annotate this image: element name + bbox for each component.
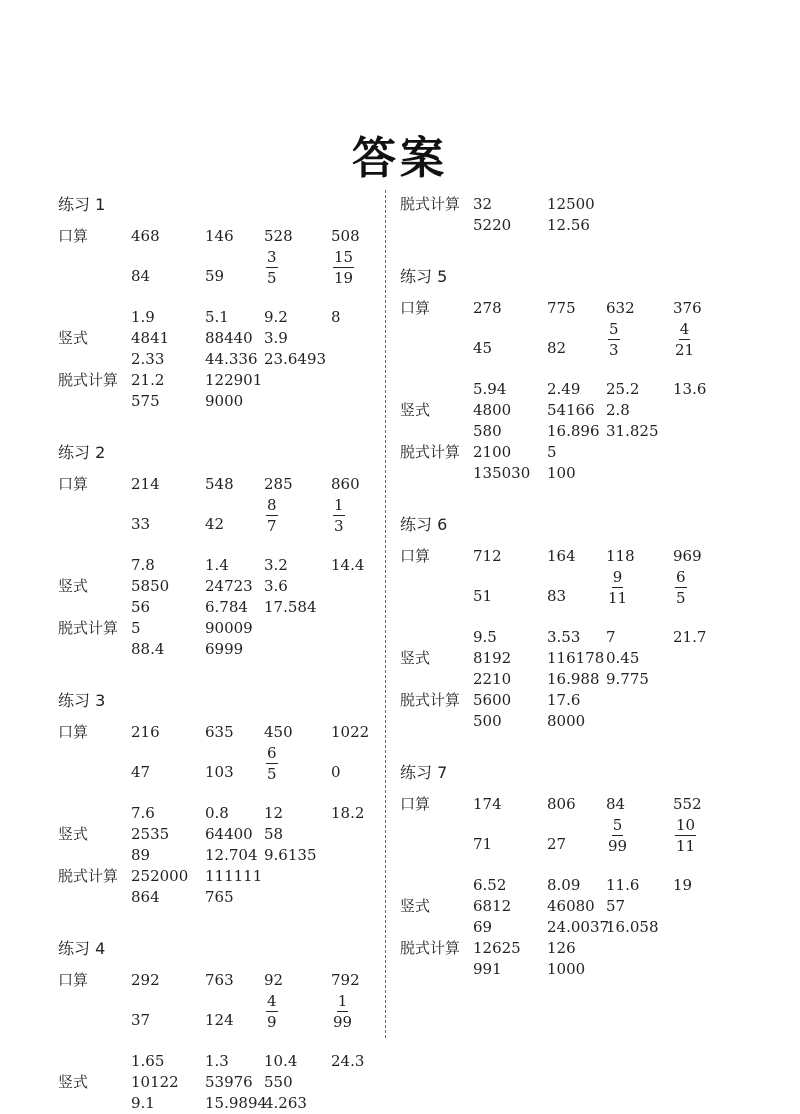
answer-value: 792 (331, 971, 360, 989)
spacer (400, 288, 730, 298)
answer-value: 2210 (473, 670, 512, 688)
mental-row (400, 298, 730, 319)
exercise-title: 练习 3 (58, 691, 106, 710)
answer-value: 90009 (205, 619, 253, 637)
answer-value: 24.0037 (547, 918, 610, 936)
answer-value: 5 (131, 619, 141, 637)
answer-value: 2100 (473, 443, 512, 461)
answer-value: 632 (606, 299, 635, 317)
answer-value: 89 (131, 846, 151, 864)
row-label-step: 脱式计算 (58, 619, 119, 637)
step-row (400, 215, 730, 236)
fraction-row (400, 319, 730, 379)
answer-value: 1.9 (131, 308, 155, 326)
vertical-row (400, 421, 730, 442)
vertical-row (400, 669, 730, 690)
answer-value: 84 (131, 267, 151, 285)
denominator: 5 (267, 765, 277, 783)
answer-value: 16.058 (606, 918, 659, 936)
numerator: 3 (267, 248, 277, 266)
denominator: 99 (333, 1013, 353, 1031)
step-row (400, 463, 730, 484)
answer-value: 7.6 (131, 804, 155, 822)
denominator: 3 (334, 517, 344, 535)
answer-value: 6812 (473, 897, 512, 915)
fraction (608, 567, 627, 608)
answer-value: 24.3 (331, 1052, 365, 1070)
answer-value: 18.2 (331, 804, 365, 822)
denominator: 5 (267, 269, 277, 287)
answer-value: 92 (264, 971, 284, 989)
fraction (266, 495, 278, 536)
vertical-row (58, 1093, 378, 1114)
answer-value: 12 (264, 804, 284, 822)
answer-value: 216 (131, 723, 160, 741)
answer-value: 0 (331, 763, 341, 781)
fraction-row (400, 815, 730, 875)
denominator: 11 (608, 589, 628, 607)
exercise-title: 练习 7 (400, 763, 448, 782)
answer-value: 3.9 (264, 329, 288, 347)
answer-value: 111111 (205, 867, 263, 885)
row-label-mental: 口算 (400, 299, 431, 317)
answer-value: 1.4 (205, 556, 229, 574)
answer-value: 8.09 (547, 876, 581, 894)
answer-value: 9.775 (606, 670, 649, 688)
answer-value: 16.896 (547, 422, 600, 440)
step-row (400, 194, 730, 215)
mental-row (58, 970, 378, 991)
numerator: 4 (679, 320, 690, 338)
mental-row (58, 1051, 378, 1072)
row-label-step: 脱式计算 (400, 691, 461, 709)
answer-value: 991 (473, 960, 502, 978)
answer-value: 5.94 (473, 380, 507, 398)
row-label-vertical: 竖式 (400, 897, 431, 915)
row-label-vertical: 竖式 (400, 401, 431, 419)
spacer (58, 908, 378, 938)
exercise-title: 练习 2 (58, 443, 106, 462)
answer-value: 763 (205, 971, 234, 989)
row-label-mental: 口算 (58, 227, 89, 245)
mental-row (58, 474, 378, 495)
numerator: 8 (267, 496, 277, 514)
fraction (608, 815, 627, 856)
numerator: 1 (334, 496, 344, 514)
denominator: 19 (334, 269, 354, 287)
vertical-row (58, 349, 378, 370)
answer-value: 2.33 (131, 350, 165, 368)
denominator: 7 (267, 517, 277, 535)
answer-value: 4.263 (264, 1094, 307, 1112)
answer-value: 23.6493 (264, 350, 327, 368)
step-row (400, 690, 730, 711)
answer-value: 44.336 (205, 350, 258, 368)
answer-value: 1022 (331, 723, 370, 741)
answer-value: 3.6 (264, 577, 288, 595)
step-row (400, 711, 730, 732)
exercise-title: 练习 4 (58, 939, 106, 958)
answer-value: 5600 (473, 691, 512, 709)
vertical-row (400, 400, 730, 421)
row-label-step: 脱式计算 (400, 195, 461, 213)
row-label-mental: 口算 (400, 795, 431, 813)
answer-value: 5 (547, 443, 557, 461)
answer-value: 860 (331, 475, 360, 493)
fraction (608, 319, 620, 360)
answer-value: 3.2 (264, 556, 288, 574)
answer-value: 37 (131, 1011, 151, 1029)
fraction-row (400, 567, 730, 627)
vertical-row (58, 597, 378, 618)
answer-value: 46080 (547, 897, 595, 915)
vertical-row (58, 1072, 378, 1093)
answer-value: 51 (473, 587, 493, 605)
fraction (266, 743, 278, 784)
answer-value: 31.825 (606, 422, 659, 440)
mental-row (58, 555, 378, 576)
answer-value: 580 (473, 422, 502, 440)
numerator: 5 (612, 816, 623, 834)
row-label-step: 脱式计算 (400, 443, 461, 461)
answer-value: 528 (264, 227, 293, 245)
answer-value: 468 (131, 227, 160, 245)
fraction (333, 991, 352, 1032)
numerator: 5 (609, 320, 619, 338)
answer-value: 21.2 (131, 371, 165, 389)
vertical-row (400, 917, 730, 938)
mental-row (400, 875, 730, 896)
fraction (266, 247, 278, 288)
exercise-title: 练习 1 (58, 195, 106, 214)
answer-value: 174 (473, 795, 502, 813)
answer-value: 8192 (473, 649, 512, 667)
right-column (400, 194, 730, 980)
answer-value: 56 (131, 598, 151, 616)
answer-value: 278 (473, 299, 502, 317)
answer-value: 12500 (547, 195, 595, 213)
denominator: 11 (676, 837, 696, 855)
answer-value: 0.45 (606, 649, 640, 667)
fraction-row (58, 495, 378, 555)
answer-value: 775 (547, 299, 576, 317)
answer-value: 25.2 (606, 380, 640, 398)
answer-value: 19 (673, 876, 693, 894)
answer-value: 9.6135 (264, 846, 317, 864)
mental-row (400, 627, 730, 648)
answer-value: 42 (205, 515, 225, 533)
denominator: 21 (675, 341, 695, 359)
answer-value: 27 (547, 835, 567, 853)
answer-value: 57 (606, 897, 626, 915)
answer-value: 214 (131, 475, 160, 493)
answer-value: 9.5 (473, 628, 497, 646)
fraction (333, 247, 354, 288)
row-label-vertical: 竖式 (58, 329, 89, 347)
mental-row (58, 722, 378, 743)
answer-value: 13.6 (673, 380, 707, 398)
answer-value: 12.704 (205, 846, 258, 864)
answer-value: 32 (473, 195, 493, 213)
answer-value: 5220 (473, 216, 512, 234)
numerator: 6 (676, 568, 686, 586)
answer-value: 5850 (131, 577, 170, 595)
answer-value: 118 (606, 547, 635, 565)
spacer (400, 784, 730, 794)
answer-value: 83 (547, 587, 567, 605)
answer-value: 100 (547, 464, 576, 482)
answer-value: 7 (606, 628, 616, 646)
row-label-mental: 口算 (58, 475, 89, 493)
row-label-step: 脱式计算 (400, 939, 461, 957)
answer-value: 10.4 (264, 1052, 298, 1070)
answer-value: 635 (205, 723, 234, 741)
answer-value: 376 (673, 299, 702, 317)
row-label-step: 脱式计算 (58, 371, 119, 389)
answer-value: 24723 (205, 577, 253, 595)
answer-value: 6.784 (205, 598, 248, 616)
mental-row (58, 226, 378, 247)
answer-value: 864 (131, 888, 160, 906)
answer-value: 9.1 (131, 1094, 155, 1112)
answer-value: 88440 (205, 329, 253, 347)
answer-value: 450 (264, 723, 293, 741)
answer-value: 1.65 (131, 1052, 165, 1070)
step-row (58, 618, 378, 639)
answer-value: 122901 (205, 371, 263, 389)
answer-value: 500 (473, 712, 502, 730)
answer-value: 6999 (205, 640, 244, 658)
denominator: 99 (608, 837, 628, 855)
mental-row (400, 379, 730, 400)
mental-row (58, 803, 378, 824)
answer-value: 552 (673, 795, 702, 813)
answer-value: 3.53 (547, 628, 581, 646)
answer-value: 82 (547, 339, 567, 357)
step-row (58, 866, 378, 887)
fraction-row (58, 743, 378, 803)
numerator: 1 (337, 992, 348, 1010)
answer-value: 12625 (473, 939, 521, 957)
answer-value: 17.584 (264, 598, 317, 616)
answer-value: 0.8 (205, 804, 229, 822)
answer-value: 33 (131, 515, 151, 533)
answer-value: 164 (547, 547, 576, 565)
answer-value: 1000 (547, 960, 586, 978)
spacer (58, 216, 378, 226)
answer-value: 806 (547, 795, 576, 813)
mental-row (58, 307, 378, 328)
fraction (675, 815, 696, 856)
spacer (58, 464, 378, 474)
numerator: 4 (267, 992, 277, 1010)
answer-value: 6.52 (473, 876, 507, 894)
numerator: 6 (267, 744, 277, 762)
answer-value: 84 (606, 795, 626, 813)
answer-value: 59 (205, 267, 225, 285)
answer-value: 550 (264, 1073, 293, 1091)
answer-value: 47 (131, 763, 151, 781)
row-label-mental: 口算 (58, 723, 89, 741)
fraction (675, 319, 694, 360)
step-row (58, 639, 378, 660)
numerator: 10 (676, 816, 696, 834)
spacer (58, 412, 378, 442)
fraction (266, 991, 278, 1032)
fraction (675, 567, 687, 608)
step-row (400, 938, 730, 959)
denominator: 5 (676, 589, 686, 607)
answer-value: 17.6 (547, 691, 581, 709)
answer-value: 2.8 (606, 401, 630, 419)
answer-value: 765 (205, 888, 234, 906)
answer-value: 4841 (131, 329, 170, 347)
vertical-row (58, 824, 378, 845)
answer-value: 252000 (131, 867, 189, 885)
answer-value: 9000 (205, 392, 244, 410)
answer-value: 64400 (205, 825, 253, 843)
answer-value: 8000 (547, 712, 586, 730)
answer-value: 5.1 (205, 308, 229, 326)
row-label-mental: 口算 (400, 547, 431, 565)
answer-value: 8 (331, 308, 341, 326)
answer-value: 15.9894 (205, 1094, 268, 1112)
answer-value: 2535 (131, 825, 170, 843)
spacer (400, 536, 730, 546)
left-column (58, 194, 378, 1114)
vertical-row (58, 845, 378, 866)
answer-value: 21.7 (673, 628, 707, 646)
answer-value: 285 (264, 475, 293, 493)
answer-value: 9.2 (264, 308, 288, 326)
answer-value: 7.8 (131, 556, 155, 574)
answer-value: 58 (264, 825, 284, 843)
answer-value: 53976 (205, 1073, 253, 1091)
answer-value: 575 (131, 392, 160, 410)
answer-value: 88.4 (131, 640, 165, 658)
answer-value: 135030 (473, 464, 531, 482)
step-row (400, 442, 730, 463)
row-label-step: 脱式计算 (58, 867, 119, 885)
answer-value: 12.56 (547, 216, 590, 234)
answer-value: 69 (473, 918, 493, 936)
numerator: 9 (612, 568, 623, 586)
denominator: 3 (609, 341, 619, 359)
row-label-vertical: 竖式 (58, 577, 89, 595)
answer-value: 14.4 (331, 556, 365, 574)
spacer (400, 484, 730, 514)
row-label-vertical: 竖式 (58, 1073, 89, 1091)
answer-value: 2.49 (547, 380, 581, 398)
fraction-row (58, 247, 378, 307)
step-row (58, 391, 378, 412)
page-title: 答案 (352, 133, 448, 184)
vertical-row (58, 328, 378, 349)
mental-row (400, 546, 730, 567)
answer-value: 116178 (547, 649, 605, 667)
answer-value: 124 (205, 1011, 234, 1029)
spacer (400, 236, 730, 266)
answer-value: 103 (205, 763, 234, 781)
answer-value: 969 (673, 547, 702, 565)
answer-value: 146 (205, 227, 234, 245)
column-divider (385, 190, 386, 1038)
step-row (400, 959, 730, 980)
vertical-row (400, 896, 730, 917)
answer-value: 126 (547, 939, 576, 957)
step-row (58, 370, 378, 391)
row-label-vertical: 竖式 (400, 649, 431, 667)
answer-value: 548 (205, 475, 234, 493)
row-label-vertical: 竖式 (58, 825, 89, 843)
answer-value: 10122 (131, 1073, 179, 1091)
answer-value: 54166 (547, 401, 595, 419)
spacer (58, 660, 378, 690)
answer-value: 11.6 (606, 876, 640, 894)
fraction-row (58, 991, 378, 1051)
answer-value: 712 (473, 547, 502, 565)
answer-value: 1.3 (205, 1052, 229, 1070)
fraction (333, 495, 345, 536)
answer-value: 292 (131, 971, 160, 989)
vertical-row (400, 648, 730, 669)
answer-value: 45 (473, 339, 493, 357)
denominator: 9 (267, 1013, 277, 1031)
spacer (58, 960, 378, 970)
vertical-row (58, 576, 378, 597)
answer-value: 4800 (473, 401, 512, 419)
spacer (58, 712, 378, 722)
answer-value: 71 (473, 835, 493, 853)
mental-row (400, 794, 730, 815)
answer-value: 508 (331, 227, 360, 245)
step-row (58, 887, 378, 908)
spacer (400, 732, 730, 762)
exercise-title: 练习 5 (400, 267, 448, 286)
answer-value: 16.988 (547, 670, 600, 688)
numerator: 15 (334, 248, 354, 266)
exercise-title: 练习 6 (400, 515, 448, 534)
row-label-mental: 口算 (58, 971, 89, 989)
